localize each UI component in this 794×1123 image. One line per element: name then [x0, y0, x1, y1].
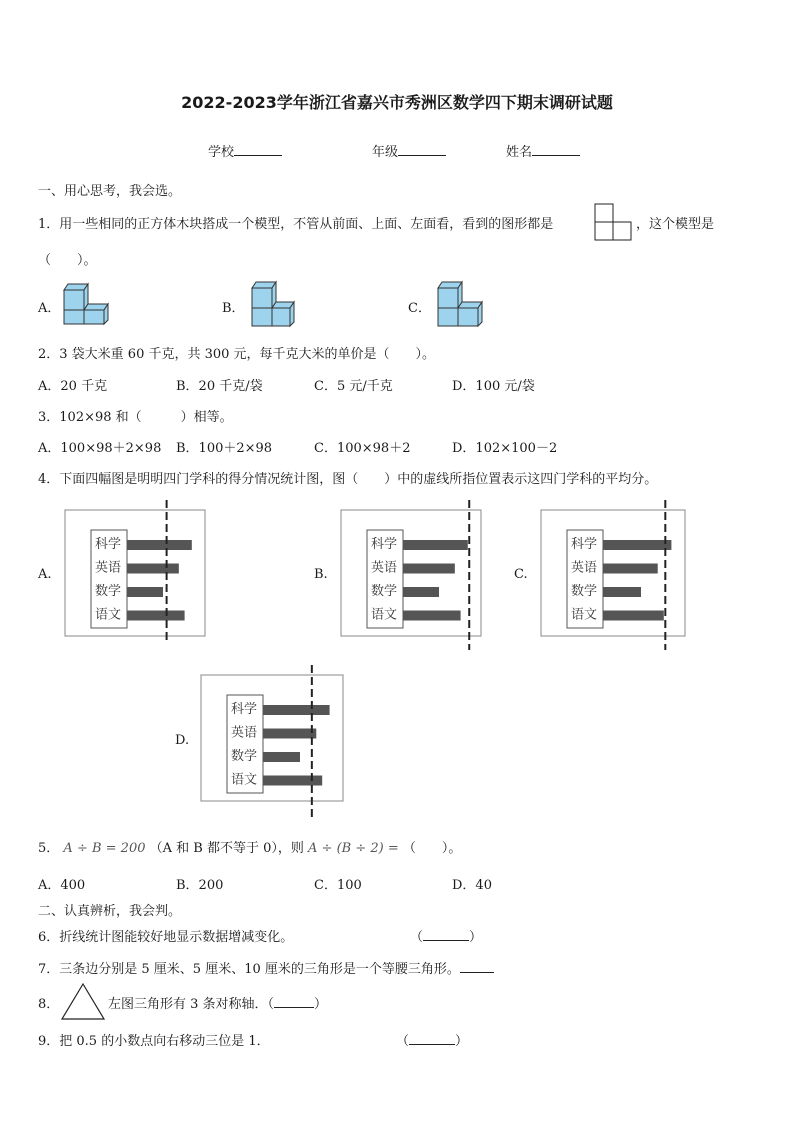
- subject-label: 英语: [571, 560, 598, 576]
- subject-label: 语文: [231, 772, 258, 788]
- q6-paren-left: （: [410, 930, 424, 945]
- subject-label: 科学: [571, 537, 598, 552]
- question-7: [38, 958, 494, 977]
- q6-paren-right: ）: [469, 930, 483, 945]
- score-bar: [603, 611, 664, 621]
- subject-label: 数学: [231, 749, 258, 764]
- score-bar: [403, 564, 455, 574]
- name-field: [506, 141, 580, 160]
- score-bar: [403, 611, 461, 621]
- school-blank[interactable]: [234, 142, 282, 156]
- name-blank[interactable]: [532, 142, 580, 156]
- q5-condition: （A 和 B 都不等于 0），则: [149, 841, 304, 856]
- q6-blank[interactable]: [423, 927, 469, 941]
- subject-label: 科学: [371, 537, 398, 552]
- question-2: 2．3 袋大米重 60 千克，共 300 元，每千克大米的单价是（ ）。: [38, 347, 436, 362]
- score-bar: [403, 540, 468, 550]
- q2-option-c[interactable]: C．5 元/千克: [314, 379, 393, 394]
- q5-option-c[interactable]: C．100: [314, 878, 362, 893]
- cube-model-b-icon: [246, 280, 296, 328]
- question-8: [108, 993, 327, 1012]
- score-bar: [263, 776, 322, 786]
- score-chart-d: [198, 665, 348, 817]
- score-chart-c: [538, 500, 690, 650]
- q1-paren: （ ）。: [38, 253, 97, 268]
- cube-model-a-icon: [60, 280, 110, 326]
- cube-model-c-icon: [432, 280, 484, 328]
- subject-label: 语文: [571, 607, 598, 623]
- subject-label: 语文: [95, 607, 122, 623]
- q8-text: 左图三角形有 3 条对称轴．（: [108, 997, 275, 1012]
- q9-blank[interactable]: [409, 1031, 455, 1045]
- score-bar: [263, 752, 300, 762]
- school-label: 学校: [208, 145, 235, 160]
- subject-label: 语文: [371, 607, 398, 623]
- subject-label: 数学: [95, 584, 122, 599]
- q3-option-d[interactable]: D．102×100－2: [452, 441, 558, 456]
- school-field: [208, 141, 282, 160]
- score-bar: [127, 564, 179, 574]
- grade-field: [372, 141, 446, 160]
- grade-blank[interactable]: [398, 142, 446, 156]
- q5-paren: （ ）。: [402, 841, 462, 856]
- q9-paren-left: （: [396, 1034, 410, 1049]
- q4-option-c[interactable]: C.: [514, 567, 528, 582]
- score-bar: [603, 564, 658, 574]
- grade-label: 年级: [372, 145, 399, 160]
- q5-expression-1: A ÷ B = 200: [63, 841, 146, 856]
- score-bar: [263, 705, 330, 715]
- page-title: 2022-2023学年浙江省嘉兴市秀洲区数学四下期末调研试题: [181, 93, 613, 112]
- q4-option-d[interactable]: D.: [175, 733, 190, 748]
- subject-label: 数学: [571, 584, 598, 599]
- score-bar: [603, 587, 641, 597]
- score-bar: [127, 587, 163, 597]
- q7-text: 7．三条边分别是 5 厘米、5 厘米、10 厘米的三角形是一个等腰三角形。: [38, 962, 460, 977]
- q6-answer[interactable]: [410, 926, 482, 945]
- question-6: 6．折线统计图能较好地显示数据增减变化。: [38, 930, 294, 945]
- score-bar: [403, 587, 439, 597]
- q1-option-c[interactable]: C．: [408, 301, 431, 316]
- q8-paren-right: ）: [314, 997, 328, 1012]
- question-3: 3．102×98 和（ ）相等。: [38, 410, 233, 425]
- q3-option-c[interactable]: C．100×98＋2: [314, 441, 411, 456]
- q2-option-d[interactable]: D．100 元/袋: [452, 379, 535, 394]
- q7-blank[interactable]: [460, 959, 494, 973]
- q4-option-a[interactable]: A.: [38, 567, 52, 582]
- section-2-heading: 二、认真辨析，我会判。: [38, 904, 182, 919]
- q2-option-b[interactable]: B．20 千克/袋: [176, 379, 263, 394]
- score-chart-a: [62, 500, 210, 640]
- q9-answer[interactable]: [396, 1030, 468, 1049]
- q5-option-d[interactable]: D．40: [452, 878, 492, 893]
- q1-option-a[interactable]: A．: [38, 301, 61, 316]
- question-1: [38, 213, 553, 232]
- subject-label: 科学: [231, 702, 258, 717]
- question-4: 4．下面四幅图是明明四门学科的得分情况统计图，图（ ）中的虚线所指位置表示这四门学科的平均分。: [38, 472, 658, 487]
- q2-option-a[interactable]: A．20 千克: [38, 379, 108, 394]
- q4-option-b[interactable]: B.: [314, 567, 328, 582]
- subject-label: 英语: [95, 560, 122, 576]
- three-view-shape-icon: [594, 203, 634, 241]
- score-chart-b: [338, 500, 486, 650]
- q5-option-b[interactable]: B．200: [176, 878, 224, 893]
- subject-label: 英语: [231, 725, 258, 741]
- q1-text: 1．用一些相同的正方体木块搭成一个模型，不管从前面、上面、左面看，看到的图形都是: [38, 217, 554, 232]
- q1-option-b[interactable]: B．: [222, 301, 245, 316]
- section-1-heading: 一、用心思考，我会选。: [38, 184, 182, 199]
- triangle-icon: [60, 982, 106, 1022]
- subject-label: 数学: [371, 584, 398, 599]
- q8-number: 8．: [38, 997, 60, 1012]
- q5-expression-2: A ÷ (B ÷ 2) =: [308, 841, 399, 856]
- question-9: 9．把 0.5 的小数点向右移动三位是 1．: [38, 1034, 270, 1049]
- q5-option-a[interactable]: A．400: [38, 878, 86, 893]
- q1-text-end: ，这个模型是: [636, 217, 715, 232]
- q9-paren-right: ）: [455, 1034, 469, 1049]
- q3-option-b[interactable]: B．100＋2×98: [176, 441, 273, 456]
- question-5: [38, 837, 461, 856]
- score-bar: [127, 611, 185, 621]
- q3-option-a[interactable]: A．100×98＋2×98: [38, 441, 162, 456]
- subject-label: 英语: [371, 560, 398, 576]
- q5-number: 5．: [38, 841, 60, 856]
- score-bar: [263, 729, 316, 739]
- score-bar: [127, 540, 192, 550]
- q8-blank[interactable]: [274, 994, 314, 1008]
- name-label: 姓名: [506, 145, 533, 160]
- score-bar: [603, 540, 671, 550]
- subject-label: 科学: [95, 537, 122, 552]
